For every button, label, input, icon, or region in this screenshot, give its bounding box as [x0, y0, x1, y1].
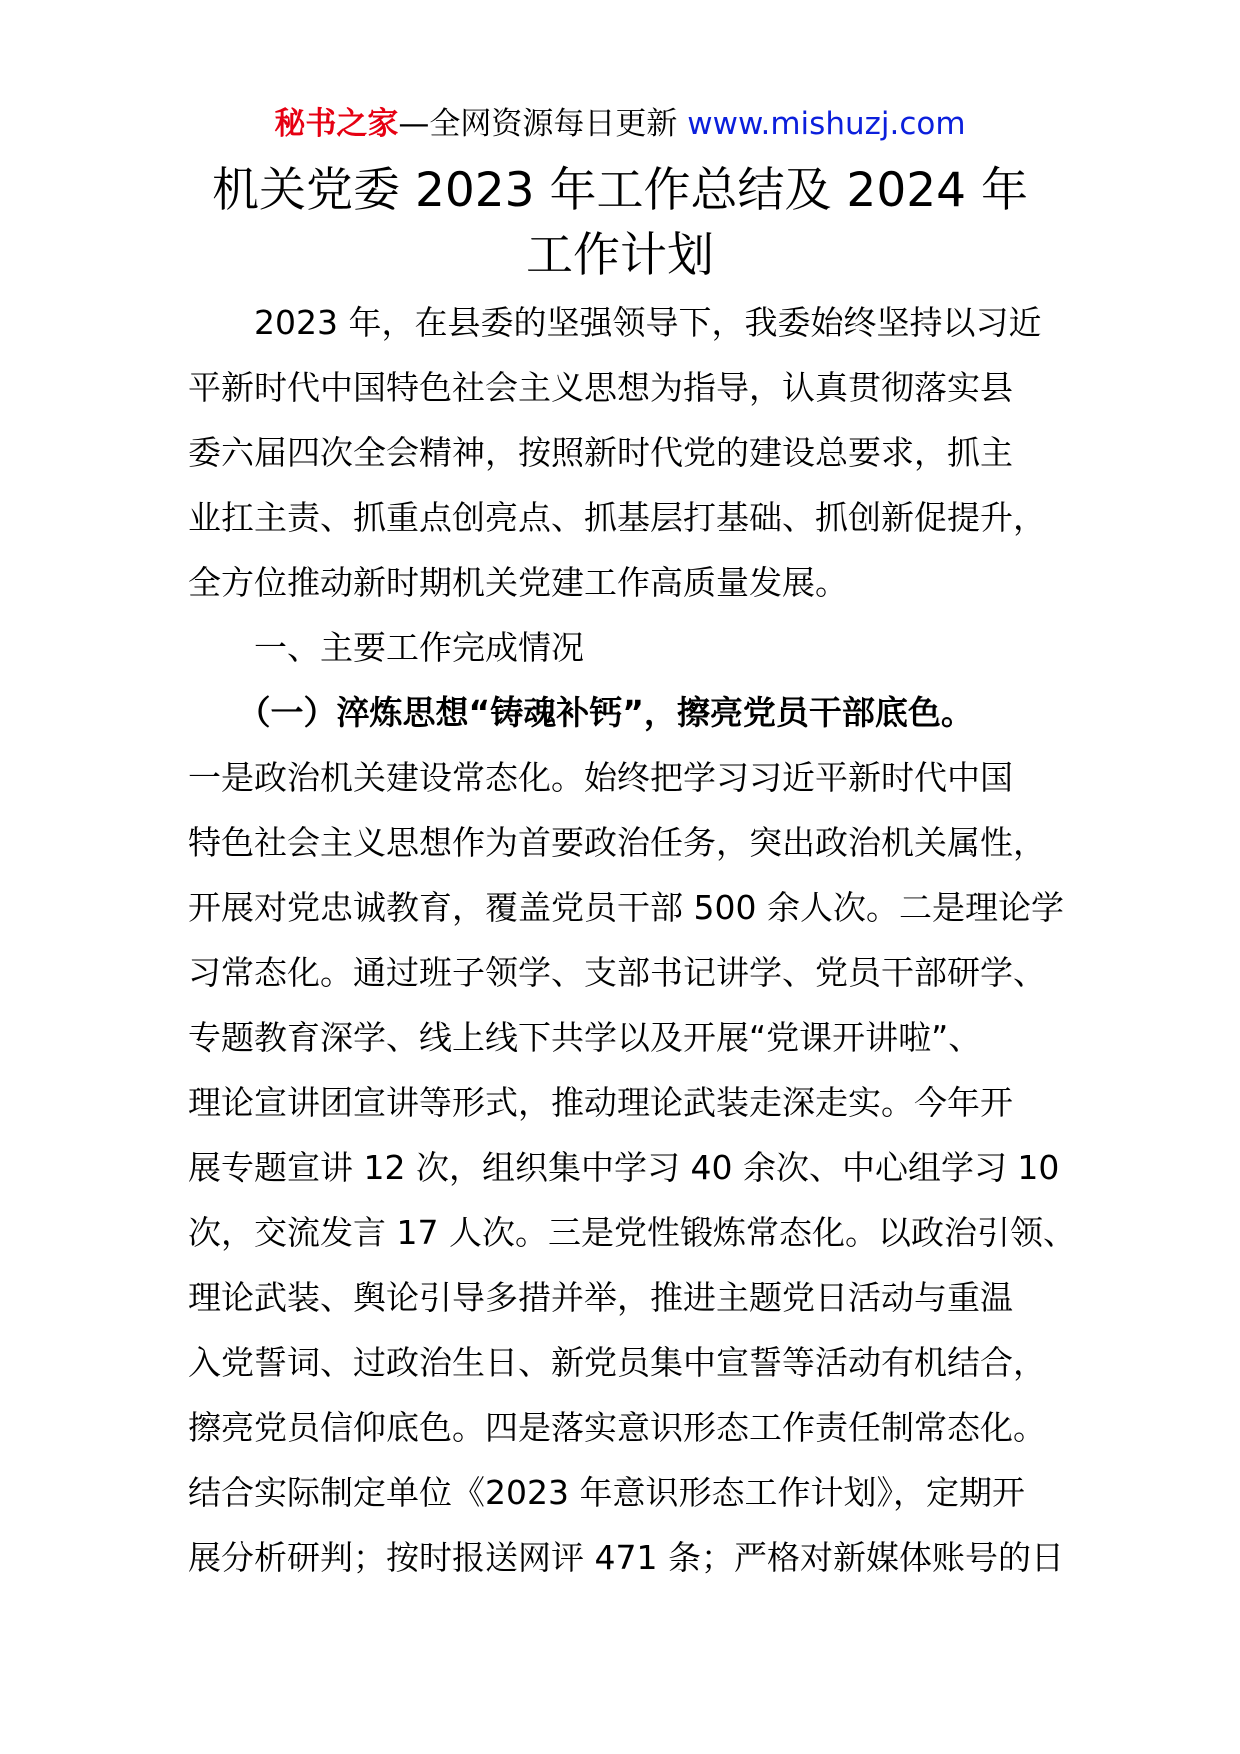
title-line: 机关党委 2023 年工作总结及 2024 年	[212, 163, 1028, 218]
body-line: 展分析研判；按时报送网评 471 条；严格对新媒体账号的日	[188, 1538, 1064, 1577]
body-line: 擦亮党员信仰底色。四是落实意识形态工作责任制常态化。	[188, 1408, 1046, 1447]
document-body	[188, 290, 1076, 1590]
site-banner	[0, 98, 1240, 150]
body-line: 习常态化。通过班子领学、支部书记讲学、党员干部研学、	[188, 953, 1046, 992]
body-line: 次，交流发言 17 人次。三是党性锻炼常态化。以政治引领、	[188, 1213, 1076, 1252]
body-line: 2023 年，在县委的坚强领导下，我委始终坚持以习近	[188, 303, 1042, 342]
body-line: 平新时代中国特色社会主义思想为指导，认真贯彻落实县	[188, 368, 1013, 407]
body-line: 专题教育深学、线上线下共学以及开展“党课开讲啦”、	[188, 1018, 982, 1057]
body-line: 全方位推动新时期机关党建工作高质量发展。	[188, 563, 848, 602]
body-line: 入党誓词、过政治生日、新党员集中宣誓等活动有机结合，	[188, 1343, 1046, 1382]
section-heading: 一、主要工作完成情况	[188, 628, 584, 667]
body-line: 一是政治机关建设常态化。始终把学习习近平新时代中国	[188, 758, 1013, 797]
body-line: 委六届四次全会精神，按照新时代党的建设总要求，抓主	[188, 433, 1013, 472]
body-line: 开展对党忠诚教育，覆盖党员干部 500 余人次。二是理论学	[188, 888, 1064, 927]
brand-name: 秘书之家	[274, 106, 399, 142]
body-line: 结合实际制定单位《2023 年意识形态工作计划》，定期开	[188, 1473, 1025, 1512]
body-line: 理论武装、舆论引导多措并举，推进主题党日活动与重温	[188, 1278, 1013, 1317]
document-title	[0, 158, 1240, 288]
body-line: 理论宣讲团宣讲等形式，推动理论武装走深走实。今年开	[188, 1083, 1013, 1122]
subsection-heading: （一）淬炼思想“铸魂补钙”，擦亮党员干部底色。	[188, 693, 974, 732]
body-line: 展专题宣讲 12 次，组织集中学习 40 余次、中心组学习 10	[188, 1148, 1060, 1187]
body-line: 业扛主责、抓重点创亮点、抓基层打基础、抓创新促提升，	[188, 498, 1046, 537]
banner-url[interactable]: www.mishuzj.com	[687, 106, 966, 142]
title-line: 工作计划	[526, 228, 714, 283]
banner-tagline: —全网资源每日更新	[398, 106, 688, 142]
body-line: 特色社会主义思想作为首要政治任务，突出政治机关属性，	[188, 823, 1046, 862]
